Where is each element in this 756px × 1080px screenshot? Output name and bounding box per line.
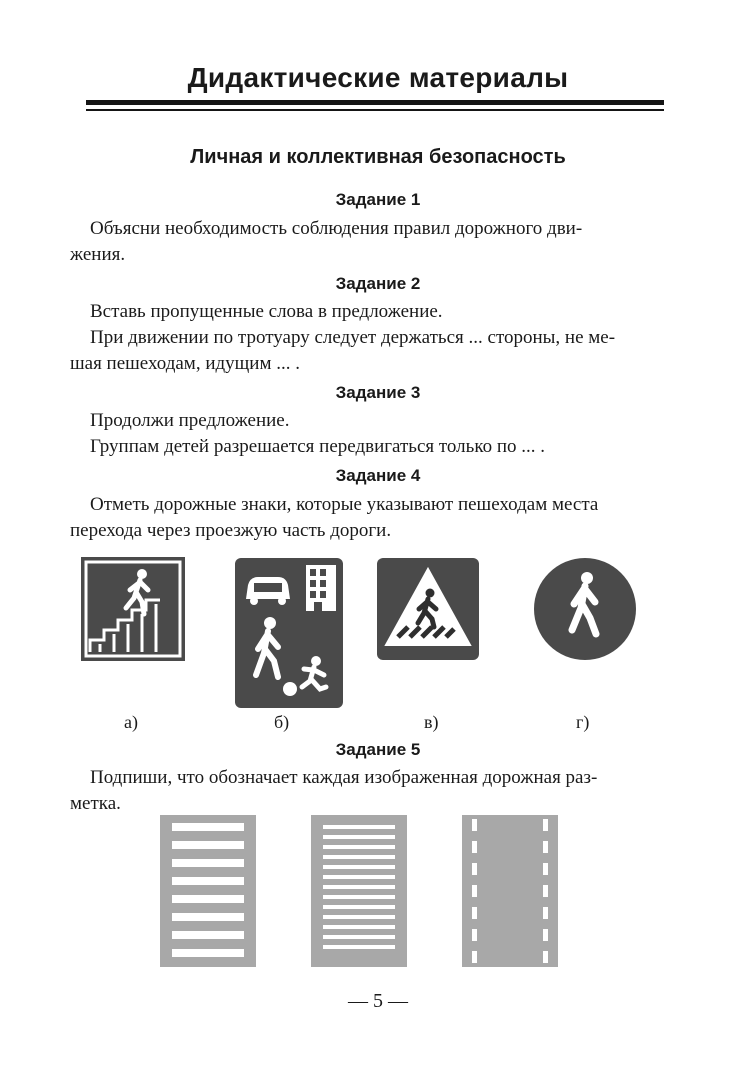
header-rule-thin [86, 109, 664, 111]
task-3-text [90, 408, 662, 460]
task-3-title: Задание 3 [335, 383, 421, 402]
page-number: — 5 — [348, 990, 408, 1012]
task-5-line-2: метка. [70, 793, 121, 814]
zebra-crossing-marking-icon [160, 815, 256, 967]
pedestrian-crossing-sign-icon [376, 557, 480, 661]
sign-caption-b: б) [274, 712, 290, 732]
task-2-line-3: шая пешеходам, идущим ... . [70, 353, 300, 374]
task-2-title: Задание 2 [335, 274, 421, 293]
header-rule-thick [86, 100, 664, 105]
task-1-line-1: Объясни необходимость соблюдения правил дорожного дви- [90, 218, 583, 239]
task-5-text [70, 765, 662, 817]
task-3-line-1: Продолжи предложение. [90, 410, 290, 431]
task-1-title: Задание 1 [335, 190, 421, 209]
task-4-line-2: перехода через проезжую часть дороги. [70, 520, 392, 541]
task-1-text [70, 216, 662, 268]
task-2-line-2: При движении по тротуару следует держаться ... стороны, не ме- [90, 327, 616, 348]
task-5-line-1: Подпиши, что обозначает каждая изображенная дорожная раз- [90, 767, 598, 788]
task-1-line-2: жения. [70, 244, 126, 265]
underground-crossing-sign-icon [80, 556, 186, 662]
sign-caption-d: г) [576, 712, 590, 732]
task-4-text [70, 492, 662, 544]
task-4-line-1: Отметь дорожные знаки, которые указывают пешеходам места [90, 494, 599, 515]
task-5-title: Задание 5 [335, 740, 421, 759]
sign-caption-c: в) [424, 712, 439, 732]
pedestrian-path-sign-icon [532, 556, 638, 662]
dashed-lane-marking-icon [462, 815, 558, 967]
task-4-title: Задание 4 [335, 466, 421, 485]
section-title: Личная и коллективная безопасность [190, 146, 566, 168]
page-header-title: Дидактические материалы [187, 62, 569, 93]
task-2-text [70, 299, 662, 377]
dense-zebra-crossing-marking-icon [311, 815, 407, 967]
task-2-line-1: Вставь пропущенные слова в предложение. [90, 301, 443, 322]
pedestrian-zone-sign-icon [234, 557, 344, 709]
sign-caption-a: а) [124, 712, 138, 732]
task-3-line-2: Группам детей разрешается передвигаться только по ... . [90, 436, 546, 457]
